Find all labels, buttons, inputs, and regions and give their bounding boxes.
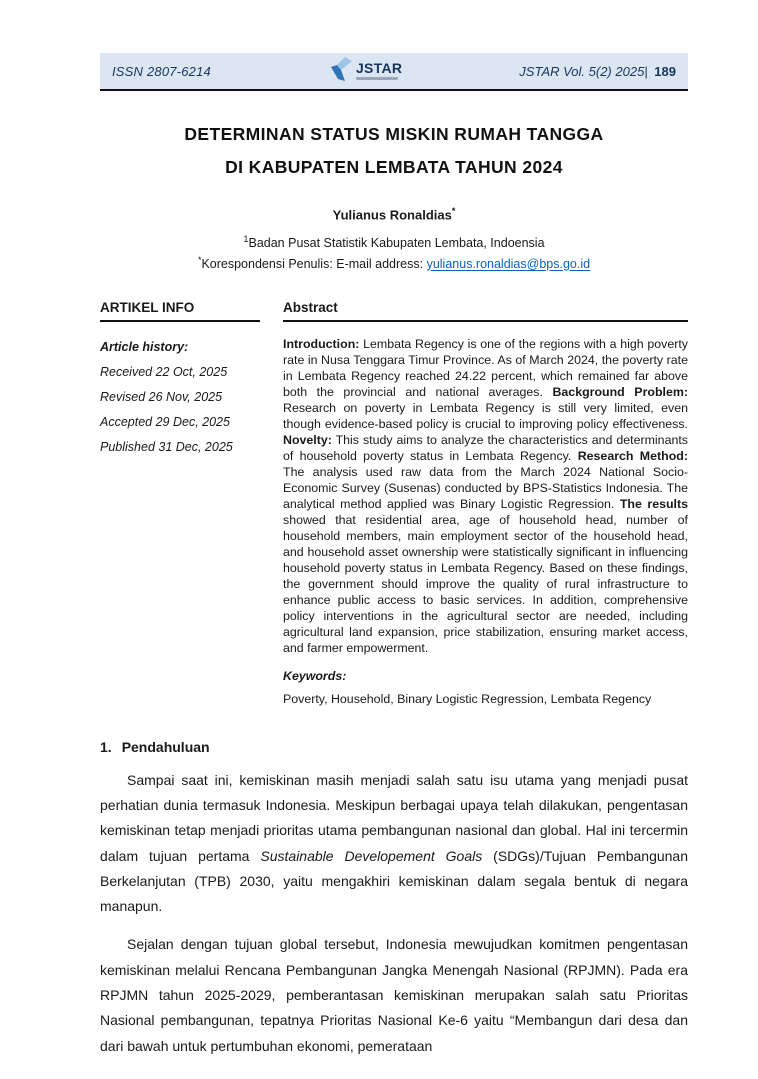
journal-logo xyxy=(328,55,402,88)
article-info-heading: ARTIKEL INFO xyxy=(100,300,260,322)
affiliation-line xyxy=(100,231,688,252)
keywords-label: Keywords: xyxy=(283,668,347,683)
author-name: Yulianus Ronaldias xyxy=(332,207,452,223)
paper-title xyxy=(100,118,688,184)
article-history-label: Article history: xyxy=(100,339,189,354)
abstract-novelty-label: Novelty: xyxy=(283,432,332,447)
article-info-column xyxy=(100,300,260,706)
page-number: 189 xyxy=(654,63,676,79)
section-1-title: Pendahuluan xyxy=(121,738,210,755)
volume-label: JSTAR Vol. 5(2) 2025| xyxy=(519,63,648,79)
history-received: Received 22 Oct, 2025 xyxy=(100,364,228,379)
abstract-results-label: The results xyxy=(619,496,689,511)
affiliation-text: Badan Pusat Statistik Kabupaten Lembata, Indoensia xyxy=(248,236,545,251)
abstract-results-text: showed that residential area, age of household head, number of household members, main employment sector of the household head, and household asset ownership were statistically significant in influencing household poverty status in Lembata Regency. Based on these findings, the government should improve the quality of rural infrastructure to enhance public access to basic services. In addition, comprehensive policy interventions in the agricultural sector are needed, including agricultural land expansion, price stabilization, ensuring market access, and farmer empowerment. xyxy=(283,512,688,655)
affiliation-sup: 1 xyxy=(243,234,249,245)
abstract-method-label: Research Method: xyxy=(577,448,688,463)
abstract-heading: Abstract xyxy=(283,300,688,322)
abstract-background-label: Background Problem: xyxy=(552,384,689,399)
affiliation-block xyxy=(100,231,688,273)
volume-page-info xyxy=(519,64,676,79)
author-mark: * xyxy=(451,206,456,216)
abstract-introduction-text: Lembata Regency is one of the regions with a high poverty rate in Nusa Tenggara Timur Province. As of March 2024, the poverty rate in Lembata Regency reached 24.22 percent, which remained far above both the provincial and national averages. xyxy=(283,336,688,399)
correspondence-label: Korespondensi Penulis: E-mail address: xyxy=(201,257,427,272)
paragraph-1-text-cont: (SDGs)/Tujuan Pembangunan Berkelanjutan (TPB) 2030, yaitu mengakhiri kemiskinan dalam segala bentuk di negara manapun. xyxy=(100,847,688,915)
info-abstract-columns xyxy=(100,300,688,706)
section-1-heading xyxy=(100,739,688,755)
keywords-text: Poverty, Household, Binary Logistic Regression, Lembata Regency xyxy=(283,691,652,706)
author-line xyxy=(100,206,688,222)
abstract-introduction-label: Introduction: xyxy=(283,336,360,351)
jstar-logo-icon xyxy=(328,55,354,88)
journal-logo-tagline xyxy=(356,77,398,80)
abstract-method-text: The analysis used raw data from the March 2024 National Socio-Economic Survey (Susenas) conducted by BPS-Statistics Indonesia. The analytical method applied was Binary Logistic Regression. xyxy=(283,464,688,511)
journal-logo-text: JSTAR xyxy=(355,60,403,76)
history-revised: Revised 26 Nov, 2025 xyxy=(100,389,223,404)
journal-header-bar xyxy=(100,53,688,91)
abstract-column xyxy=(283,300,688,706)
paper-title-line2: DI KABUPATEN LEMBATA TAHUN 2024 xyxy=(225,157,563,177)
section-1-number: 1. xyxy=(100,738,112,755)
paragraph-1-italic-phrase: Sustainable Developement Goals xyxy=(260,847,483,864)
abstract-background-text: Research on poverty in Lembata Regency is still very limited, even though evidence-based policy is crucial to improving policy effectiveness. xyxy=(283,400,688,431)
correspondence-email-link[interactable]: yulianus.ronaldias@bps.go.id xyxy=(426,257,591,272)
abstract-novelty-text: This study aims to analyze the characteristics and determinants of household poverty status in Lembata Regency. xyxy=(283,432,688,463)
body-paragraph-1 xyxy=(100,768,688,920)
body-paragraph-2: Sejalan dengan tujuan global tersebut, Indonesia mewujudkan komitmen pengentasan kemiskinan melalui Rencana Pembangunan Jangka Menengah Nasional (RPJMN). Pada era RPJMN tahun 2025-2029, pemberantasan kemiskinan merupakan salah satu Prioritas Nasional pembangunan, tepatnya Prioritas Nasional Ke-6 yaitu “Membangun dari desa dan dari bawah untuk pertumbuhan ekonomi, pemerataan xyxy=(100,936,688,1054)
history-published: Published 31 Dec, 2025 xyxy=(100,439,233,454)
paper-title-line1: DETERMINAN STATUS MISKIN RUMAH TANGGA xyxy=(184,124,604,144)
issn-label: ISSN 2807-6214 xyxy=(112,63,211,79)
correspondence-line xyxy=(100,252,688,273)
abstract-text xyxy=(283,336,688,656)
history-accepted: Accepted 29 Dec, 2025 xyxy=(100,414,230,429)
correspondence-sup: * xyxy=(197,255,202,266)
paragraph-1-text: Sampai saat ini, kemiskinan masih menjadi salah satu isu utama yang menjadi pusat perhatian dunia termasuk Indonesia. Meskipun berbagai upaya telah dilakukan, pengentasan kemiskinan tetap menjadi prioritas utama pembangunan nasional dan global. Hal ini tercermin dalam tujuan pertama xyxy=(100,771,688,864)
